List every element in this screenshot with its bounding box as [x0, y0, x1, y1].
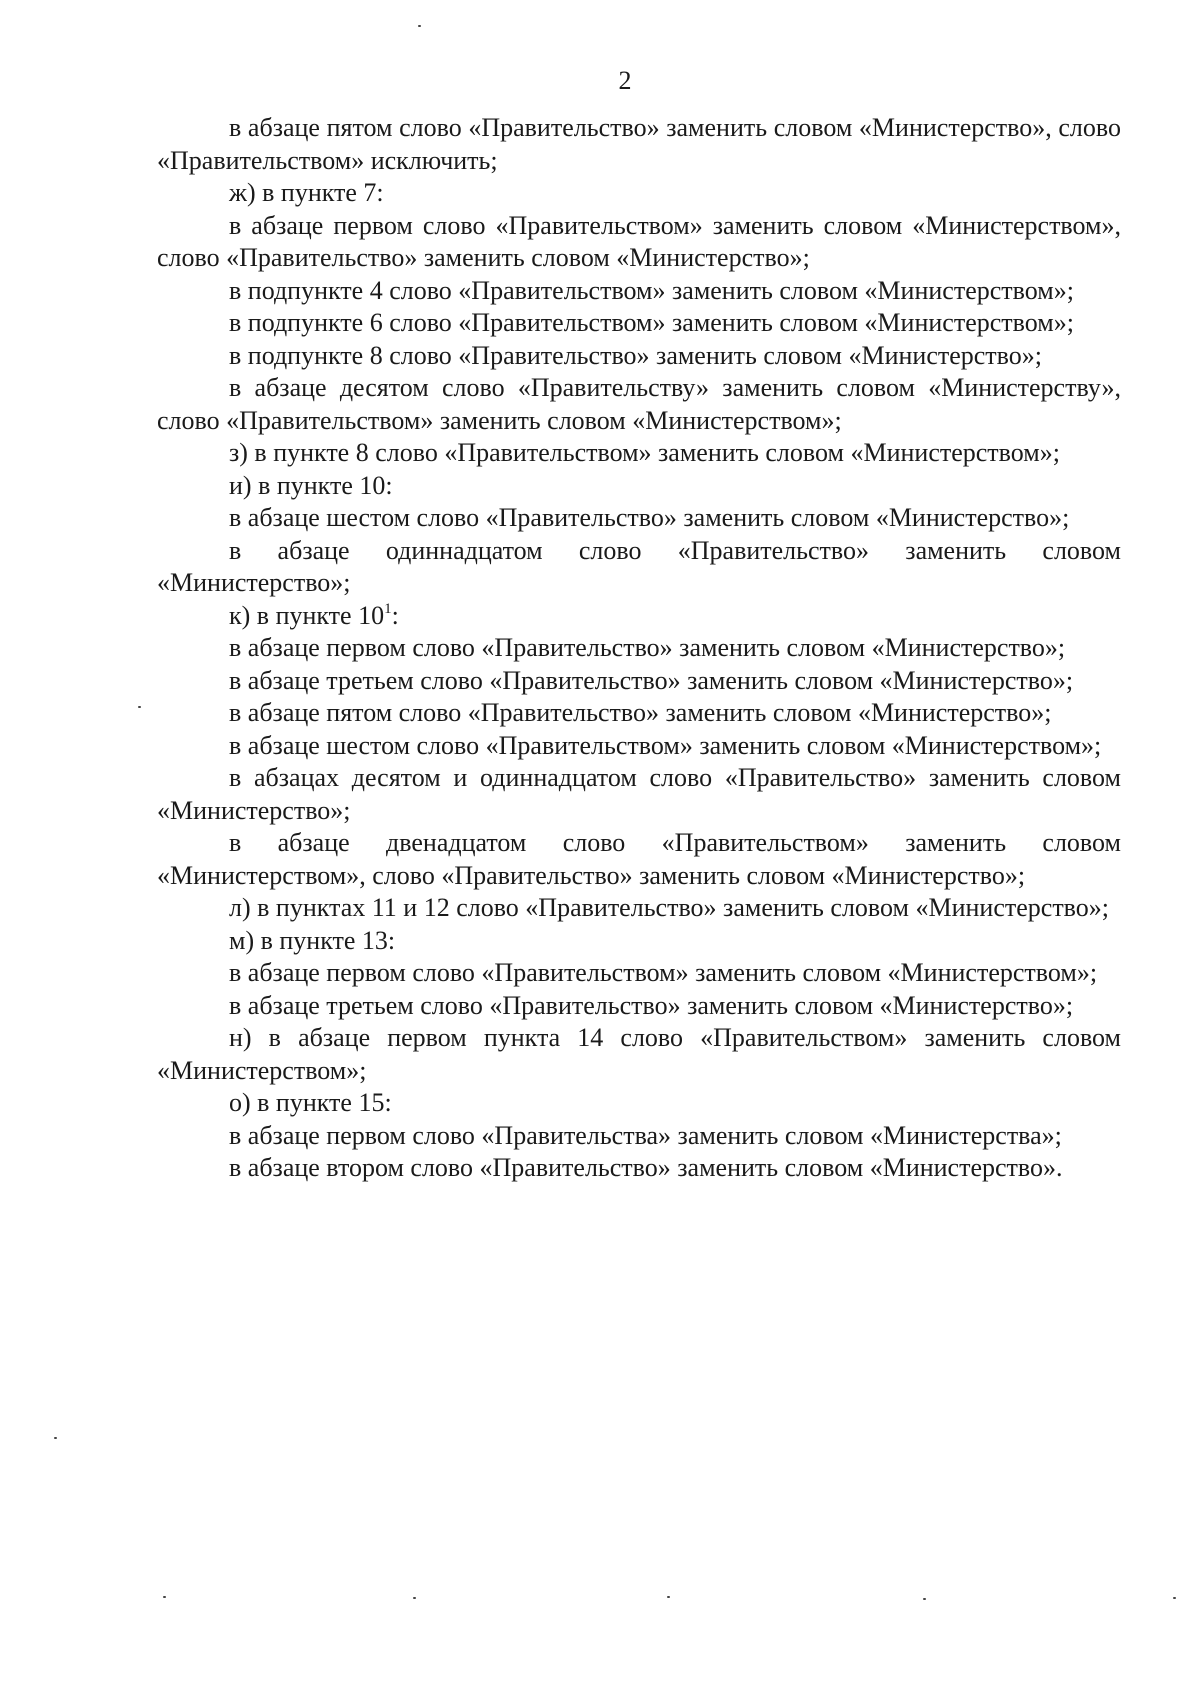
paragraph: в абзаце третьем слово «Правительство» заменить словом «Министерство»; [229, 665, 1074, 695]
paragraph: в абзаце третьем слово «Правительство» заменить словом «Министерство»; [229, 990, 1074, 1020]
scan-speck [667, 1596, 670, 1598]
scan-speck [163, 1596, 166, 1598]
paragraph: в абзаце шестом слово «Правительство» заменить словом «Министерство»; [229, 503, 1070, 532]
paragraph: м) в пункте 13: [229, 925, 396, 955]
paragraph: в подпункте 6 слово «Правительством» заменить словом «Министерством»; [229, 308, 1074, 337]
scan-speck [1173, 1597, 1176, 1599]
paragraph-suffix: : [391, 600, 399, 630]
paragraph-prefix: к) в пункте 10 [229, 600, 385, 630]
paragraph: в абзаце первом слово «Правительством» заменить словом «Министерством», слово «Правительство» заменить словом «Министерство»; [157, 210, 1121, 272]
paragraph-with-superscript [157, 600, 1121, 633]
paragraph: н) в абзаце первом пункта 14 слово «Правительством» заменить словом «Министерством»; [157, 1023, 1121, 1085]
paragraph: в подпункте 8 слово «Правительство» заменить словом «Министерство»; [229, 340, 1042, 370]
paragraph: в абзаце одиннадцатом слово «Правительство» заменить словом «Министерство»; [157, 535, 1121, 597]
paragraph: в абзаце первом слово «Правительство» заменить словом «Министерство»; [229, 633, 1066, 662]
paragraph: в абзаце первом слово «Правительства» заменить словом «Министерства»; [229, 1120, 1062, 1150]
paragraph: в абзаце двенадцатом слово «Правительством» заменить словом «Министерством», слово «Правительство» заменить словом «Министерство»; [157, 828, 1121, 890]
paragraph: в абзаце пятом слово «Правительство» заменить словом «Министерство»; [229, 698, 1052, 727]
scan-speck [418, 25, 421, 27]
paragraph: з) в пункте 8 слово «Правительством» заменить словом «Министерством»; [229, 438, 1060, 467]
paragraph: в абзаце десятом слово «Правительству» заменить словом «Министерству», слово «Правительством» заменить словом «Министерством»; [157, 373, 1121, 435]
paragraph: о) в пункте 15: [229, 1088, 392, 1117]
paragraph: в абзацах десятом и одиннадцатом слово «Правительство» заменить словом «Министерство»; [157, 763, 1121, 825]
scan-speck [138, 706, 141, 708]
scan-speck [54, 1437, 57, 1439]
page-number: 2 [618, 66, 632, 95]
paragraph: в подпункте 4 слово «Правительством» заменить словом «Министерством»; [229, 275, 1074, 305]
paragraph: ж) в пункте 7: [229, 178, 384, 207]
paragraph: в абзаце втором слово «Правительство» заменить словом «Министерство». [229, 1153, 1063, 1182]
paragraph: в абзаце шестом слово «Правительством» заменить словом «Министерством»; [229, 730, 1102, 760]
paragraph: в абзаце пятом слово «Правительство» заменить словом «Министерство», слово «Правительством» исключить; [157, 113, 1121, 175]
paragraph: л) в пунктах 11 и 12 слово «Правительство» заменить словом «Министерство»; [229, 893, 1110, 922]
paragraph: и) в пункте 10: [229, 470, 393, 500]
scan-speck [923, 1598, 926, 1600]
superscript: 1 [384, 600, 392, 617]
scan-speck [413, 1597, 416, 1599]
paragraph: в абзаце первом слово «Правительством» заменить словом «Министерством»; [229, 958, 1098, 987]
document-body [157, 112, 1121, 1185]
